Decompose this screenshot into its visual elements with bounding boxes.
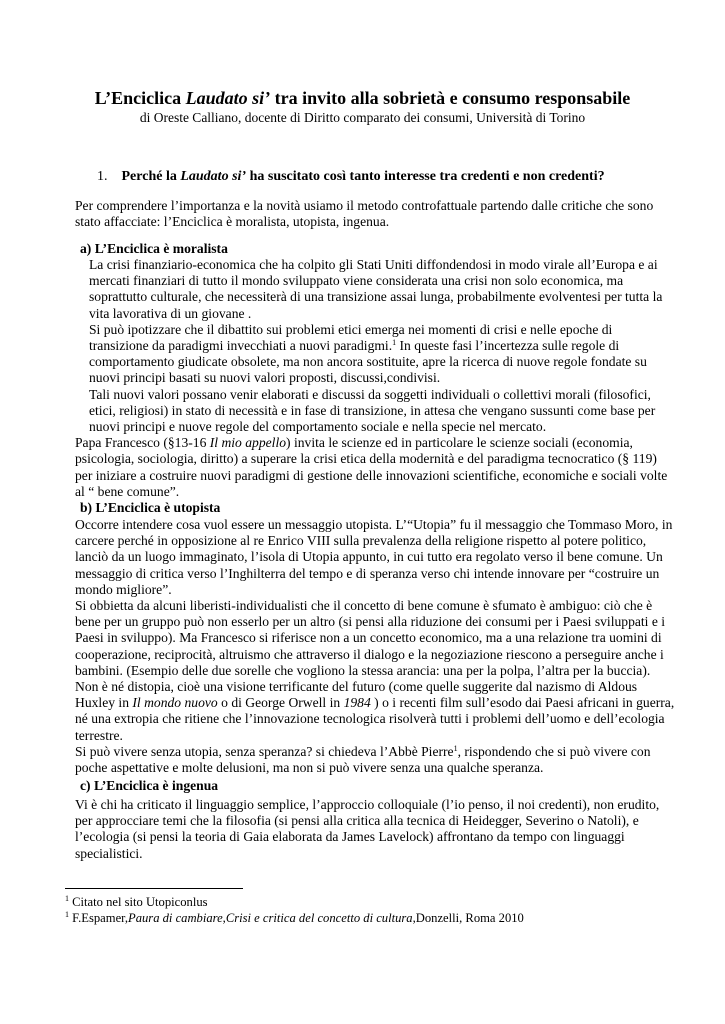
paragraph-text: ) invita le scienze ed in particolare le scienze sociali (economia, psicologia, sociologia, diritto) a superare la crisi etica della modernità e del paradigma tecnocratico (§ 119) per iniziare a costruire nuovi paradigmi di gestione delle innovazioni scientifiche, economiche e sociali volte al “ bene comune”.	[75, 435, 668, 499]
section-c-body	[65, 797, 675, 862]
italic-text: Il mondo nuovo	[132, 695, 218, 711]
paragraph: La crisi finanziario-economica che ha colpito gli Stati Uniti diffondendosi in modo virale all’Europa e ai mercati finanziari di tutto il mondo sviluppato viene considerata una crisi non solo economica, ma soprattutto culturale, che necessiterà di una transizione assai lunga, probabilmente evolventesi per tutta la vita lavorativa di un giovane .	[89, 257, 663, 321]
paragraph-text: In queste fasi l’incertezza sulle regole di comportamento giudicate obsolete, ma non ancora sostituite, apre la ricerca di nuove regole fondate su nuovi principi basati su nuovi valori proposti, discussi,condivisi.	[89, 338, 647, 386]
title-text: L’Enciclica	[94, 88, 186, 108]
footnote-1	[65, 895, 208, 910]
paragraph-text: Si può vivere senza utopia, senza speranza? si chiedeva l’Abbè Pierre	[75, 743, 454, 759]
title-text-end: tra invito alla sobrietà e consumo responsabile	[270, 88, 631, 108]
section-number: 1.	[97, 169, 108, 184]
paragraph: Si obbietta da alcuni liberisti-individualisti che il concetto di bene comune è sfumato è ambiguo: ciò che è bene per un gruppo può non esserlo per un altro (si pensi alla riduzione dei consumi per i Paesi sviluppati e i Paesi in sviluppo). Ma Francesco si riferisce non a un concetto economico, ma a una relazione tra uomini di cooperazione, reciprocità, altruismo che attraverso il dialogo e la negoziazione riescono a perseguire anche i bambini. (Esempio delle due sorelle che vogliono la stessa arancia: una per la polpa, l’altra per la buccia).	[75, 598, 666, 678]
paragraph-text: Si può ipotizzare che il dibattito sui problemi etici emerga nei momenti di crisi e nelle epoche di transizione da paradigmi invecchiati a nuovi paradigmi.	[89, 321, 613, 354]
footnote-marker: 1	[65, 910, 69, 919]
title-italic: Laudato si’	[185, 88, 271, 108]
footnote-divider	[65, 888, 243, 889]
footnote-italic: Paura di cambiare,Crisi e critica del concetto di cultura	[128, 911, 413, 925]
footnote-ref: 1	[392, 338, 397, 348]
footnote-marker: 1	[65, 894, 69, 903]
paragraph	[65, 679, 675, 744]
heading-text-end: ha suscitato così tanto interesse tra credenti e non credenti?	[246, 169, 605, 184]
paragraph-text: Papa Francesco (§13-16	[75, 435, 210, 451]
intro-paragraph	[65, 198, 675, 230]
intro-text: Per comprendere l’importanza e la novità usiamo il metodo controfattuale partendo dalle critiche che sono stato affacciate: l’Enciclica è moralista, utopista, ingenua.	[75, 198, 654, 230]
paragraph: Tali nuovi valori possano venir elaborati e discussi da soggetti individuali o collettivi morali (filosofici, etici, religiosi) in stato di necessità e in fase di transizione, in attesa che vengano sussunti come base per nuovi principi e nuove regole del comportamento sociale e nella specie nel mercato.	[89, 386, 656, 435]
paragraph-text: o di George Orwell in	[217, 695, 344, 711]
footnote-ref: 1	[453, 743, 458, 753]
section-a-body	[65, 257, 675, 500]
subheading-a: a) L’Enciclica è moralista	[80, 241, 228, 256]
paragraph-text: , rispondendo che si può vivere con poche aspettative e molte delusioni, ma non si può vivere senza una qualche speranza.	[75, 743, 651, 776]
footnote-text: F.Espamer,	[69, 911, 128, 925]
heading-text: Perché la	[121, 169, 181, 184]
footnote-text: ,Donzelli, Roma 2010	[412, 911, 524, 925]
paragraph: Occorre intendere cosa vuol essere un messaggio utopista. L’“Utopia” fu il messaggio che Tommaso Moro, in carcere perché in opposizione al re Enrico VIII sulla prevalenza della religione rispetto al potere politico, lanciò da un luogo immaginato, l’isola di Utopia appunto, in cui tutto era regolato verso il bene comune. Un messaggio di critica verso l’Inghilterra del tempo e di speranza verso chi intende innovare per “costruire un mondo migliore”.	[75, 517, 673, 597]
paragraph-text: ) o i recenti film sull’esodo dai Paesi africani in guerra, né una extropia che ritiene che l’innovazione tecnologica risolverà tutti i problemi dell’uomo e dell’ecologia terrestre.	[75, 695, 675, 743]
paragraph	[65, 322, 675, 387]
author-line: di Oreste Calliano, docente di Diritto comparato dei consumi, Università di Torino	[139, 110, 586, 125]
italic-text: 1984	[343, 695, 371, 711]
subheading-b: b) L’Enciclica è utopista	[80, 500, 221, 515]
footnote-text: Citato nel sito Utopiconlus	[69, 895, 208, 909]
section-b-body	[65, 517, 675, 776]
italic-text: Il mio appello	[209, 435, 287, 451]
paragraph: Vi è chi ha criticato il linguaggio semplice, l’approccio colloquiale (l’io penso, il noi credenti), non erudito, per approcciare temi che la filosofia (si pensi alla critica alla tecnica di Heidegger, Severino o Natoli), e l’ecologia (si pensi la teoria di Gaia elaborata da James Lavelock) affrontano da tempo con linguaggi specialistici.	[75, 797, 660, 861]
paragraph-text: Non è né distopia, cioè una visione terrificante del futuro (come quelle suggerite dal nazismo di Aldous Huxley in	[75, 679, 638, 711]
subheading-c: c) L’Enciclica è ingenua	[80, 778, 219, 793]
heading-italic: Laudato si’	[180, 169, 247, 184]
footnote-2	[65, 911, 524, 926]
paragraph	[65, 435, 675, 500]
paragraph	[65, 744, 675, 776]
page-title	[0, 88, 725, 109]
section-heading	[97, 169, 605, 185]
